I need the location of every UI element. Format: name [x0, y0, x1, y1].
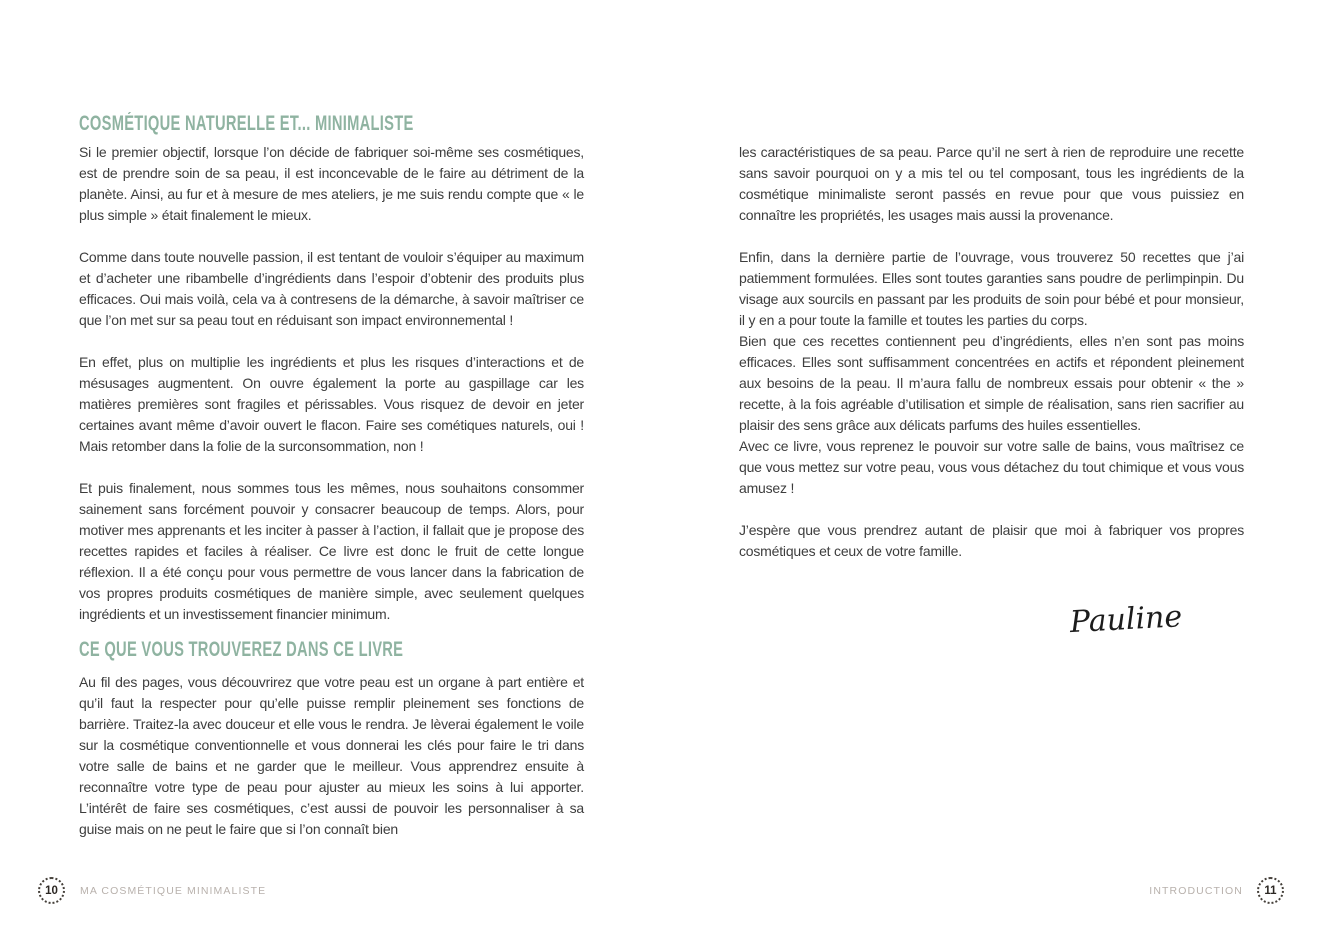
- right-paragraph-1: les caractéristiques de sa peau. Parce qu’il ne sert à rien de reproduire une recette sans savoir pourquoi on y a mis tel ou tel composant, tous les ingrédients de la cosmétique minimaliste seront passés en revue pour que vous puissiez en connaître les propriétés, les usages mais aussi la provenance.: [739, 144, 1244, 223]
- page-left: [79, 113, 584, 840]
- page-number-badge-left: 10: [38, 877, 65, 904]
- right-paragraph-3: Bien que ces recettes contiennent peu d’ingrédients, elles n’en sont pas moins efficaces. Elles sont suffisamment concentrées en actifs et répondent pleinement aux besoins de la peau. Il m’aura fallu de nombreux essais pour obtenir « the » recette, à la fois agréable d’utilisation et simple de réalisation, sans rien sacrifier au plaisir des sens grâce aux délicats parfums des huiles essentielles.: [739, 333, 1244, 433]
- footer-right: [1149, 877, 1284, 904]
- left-paragraph-4: Et puis finalement, nous sommes tous les mêmes, nous souhaitons consommer sainement sans forcément pouvoir y consacrer beaucoup de temps. Alors, pour motiver mes apprenants et les inciter à passer à l’action, il fallait que je propose des recettes rapides et faciles à réaliser. Ce livre est donc le fruit de cette longue réflexion. Il a été conçu pour vous permettre de vous lancer dans la fabrication de vos propres produits cosmétiques de manière simple, avec seulement quelques ingrédients et un investissement financier minimum.: [79, 480, 584, 622]
- running-title-right: INTRODUCTION: [1149, 884, 1243, 897]
- left-paragraph-2: Comme dans toute nouvelle passion, il est tentant de vouloir s’équiper au maximum et d’acheter une ribambelle d’ingrédients dans l’espoir d’obtenir des produits plus efficaces. Oui mais voilà, cela va à contresens de la démarche, à savoir maîtriser ce que l’on met sur sa peau tout en réduisant son impact environnemental !: [79, 249, 584, 328]
- section-heading-cosmetique-naturelle: COSMÉTIQUE NATURELLE ET... MINIMALISTE: [79, 112, 414, 135]
- section-heading-ce-que-vous-trouverez: CE QUE VOUS TROUVEREZ DANS CE LIVRE: [79, 638, 404, 661]
- author-signature: Pauline: [1069, 599, 1184, 641]
- right-paragraph-5: J’espère que vous prendrez autant de plaisir que moi à fabriquer vos propres cosmétiques et ceux de votre famille.: [739, 522, 1244, 559]
- footer-left: [38, 877, 266, 904]
- page-number-badge-right: 11: [1257, 877, 1284, 904]
- right-paragraph-2: Enfin, dans la dernière partie de l’ouvrage, vous trouverez 50 recettes que j’ai patiemment formulées. Elles sont toutes garanties sans poudre de perlimpinpin. Du visage aux sourcils en passant par les produits de soin pour bébé et pour monsieur, il y en a pour toute la famille et toutes les parties du corps.: [739, 249, 1244, 328]
- left-paragraph-3: En effet, plus on multiplie les ingrédients et plus les risques d’interactions et de mésusages augmentent. On ouvre également la porte au gaspillage car les matières premières sont fragiles et périssables. Vous risquez de devoir en jeter certaines avant même d’avoir ouvert le flacon. Faire ses cométiques naturels, oui ! Mais retomber dans la folie de la surconsommation, non !: [79, 354, 584, 454]
- running-title-left: MA COSMÉTIQUE MINIMALISTE: [80, 884, 267, 897]
- left-paragraph-1: Si le premier objectif, lorsque l’on décide de fabriquer soi-même ses cosmétiques, est de prendre soin de sa peau, il est inconcevable de le faire au détriment de la planète. Ainsi, au fur et à mesure de mes ateliers, je me suis rendu compte que « le plus simple » était finalement le mieux.: [79, 144, 584, 223]
- right-paragraph-4: Avec ce livre, vous reprenez le pouvoir sur votre salle de bains, vous maîtrisez ce que vous mettez sur votre peau, vous vous détachez du tout chimique et vous vous amusez !: [739, 438, 1244, 496]
- left-paragraph-5: Au fil des pages, vous découvrirez que votre peau est un organe à part entière et qu’il faut la respecter pour qu’elle puisse remplir pleinement ses fonctions de barrière. Traitez-la avec douceur et elle vous le rendra. Je lèverai également le voile sur la cosmétique conventionnelle et vous donnerai les clés pour faire le tri dans votre salle de bains et ne garder que le meilleur. Vous apprendrez ensuite à reconnaître votre type de peau pour ajuster au mieux les soins à lui apporter. L’intérêt de faire ses cosmétiques, c’est aussi de pouvoir les personnaliser à sa guise mais on ne peut le faire que si l’on connaît bien: [79, 674, 584, 837]
- page-right: [739, 142, 1244, 641]
